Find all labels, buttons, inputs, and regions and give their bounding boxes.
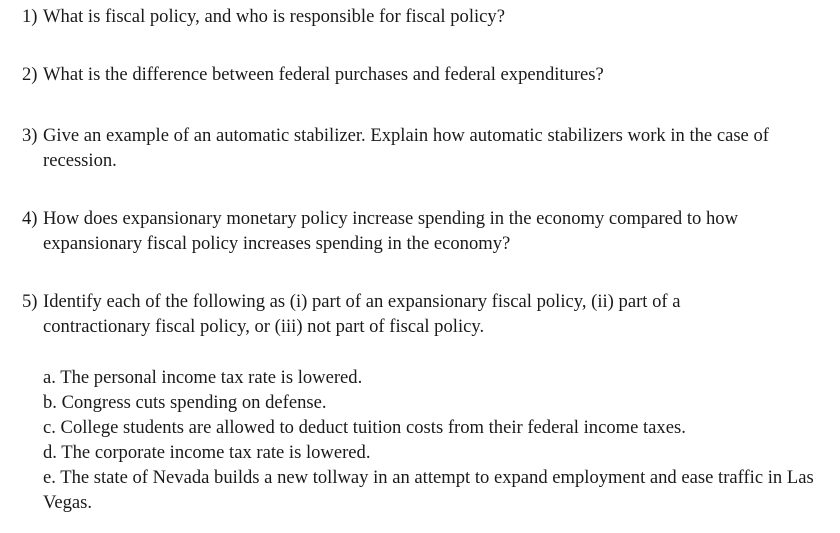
question-text: What is fiscal policy, and who is responsible for fiscal policy? xyxy=(43,6,505,27)
question-4 xyxy=(22,206,820,256)
question-3 xyxy=(22,123,832,173)
question-number: 5) xyxy=(22,291,38,312)
question-text: Identify each of the following as (i) part of an expansionary fiscal policy, (ii) part of a contractionary fiscal policy, or (iii) not part of fiscal policy. xyxy=(43,291,681,337)
question-5-sub-items xyxy=(43,365,834,515)
question-number: 2) xyxy=(22,64,38,85)
sub-item-b: b. Congress cuts spending on defense. xyxy=(43,392,327,413)
question-5 xyxy=(22,289,780,339)
question-number: 3) xyxy=(22,125,38,146)
sub-item-a: a. The personal income tax rate is lowered. xyxy=(43,367,363,388)
question-text: How does expansionary monetary policy increase spending in the economy compared to how expansionary fiscal policy increases spending in the economy? xyxy=(43,208,739,254)
sub-item-e: e. The state of Nevada builds a new tollway in an attempt to expand employment and ease traffic in Las Vegas. xyxy=(43,467,814,513)
question-number: 4) xyxy=(22,208,38,229)
sub-item-c: c. College students are allowed to deduct tuition costs from their federal income taxes. xyxy=(43,417,686,438)
question-number: 1) xyxy=(22,6,38,27)
question-1 xyxy=(22,4,830,29)
question-2 xyxy=(22,62,830,87)
question-text: Give an example of an automatic stabilizer. Explain how automatic stabilizers work in the case of recession. xyxy=(43,125,769,171)
sub-item-d: d. The corporate income tax rate is lowered. xyxy=(43,442,371,463)
question-text: What is the difference between federal purchases and federal expenditures? xyxy=(43,64,604,85)
